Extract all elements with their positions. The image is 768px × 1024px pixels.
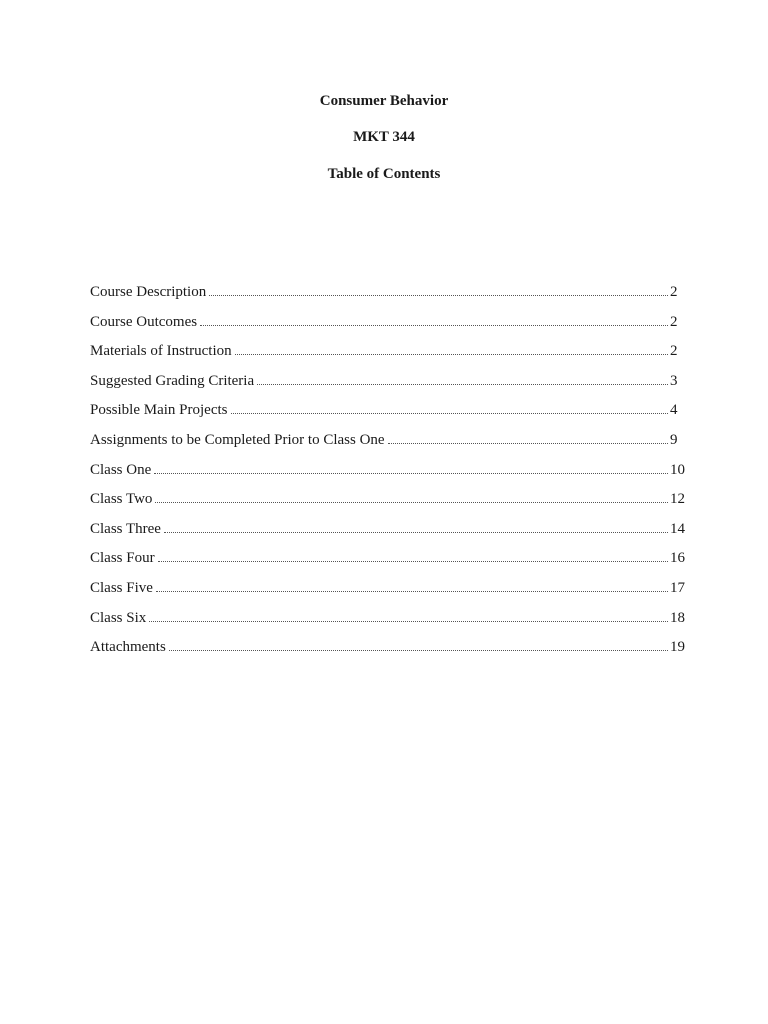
toc-entry (90, 282, 690, 312)
toc-entry-page: 14 (670, 520, 685, 537)
toc-entry-label: Possible Main Projects (90, 402, 228, 419)
toc-entry (90, 341, 690, 371)
toc-entry-label: Class One (90, 461, 152, 478)
toc-leader-dots (200, 324, 668, 326)
toc-leader-dots (154, 472, 668, 474)
toc-entry-page: 9 (670, 431, 678, 448)
toc-entry (90, 637, 690, 667)
toc-entry-page: 4 (670, 402, 678, 419)
toc-leader-dots (155, 501, 668, 503)
toc-entry (90, 519, 690, 549)
toc-entry-page: 10 (670, 461, 685, 478)
toc-entry (90, 548, 690, 578)
toc-entry (90, 371, 690, 401)
toc-entry-label: Class Four (90, 550, 155, 567)
course-code: MKT 344 (353, 129, 415, 145)
toc-entry-label: Class Five (90, 579, 153, 596)
toc-entry (90, 430, 690, 460)
toc-leader-dots (164, 531, 668, 533)
toc-entry (90, 460, 690, 490)
toc-entry (90, 489, 690, 519)
toc-entry-label: Attachments (90, 639, 166, 656)
toc-entry-page: 2 (670, 313, 678, 330)
toc-leader-dots (158, 560, 668, 562)
toc-leader-dots (231, 412, 669, 414)
toc-leader-dots (149, 620, 668, 622)
toc-entry-label: Course Outcomes (90, 313, 198, 330)
toc-leader-dots (209, 294, 668, 296)
toc-entry-page: 17 (670, 579, 685, 596)
toc-entry (90, 312, 690, 342)
toc-entry-page: 19 (670, 639, 685, 656)
toc-entry (90, 608, 690, 638)
toc-entry-page: 16 (670, 550, 685, 567)
toc-leader-dots (235, 353, 668, 355)
toc-leader-dots (156, 590, 668, 592)
toc-entry-label: Class Six (90, 609, 147, 626)
toc-entry-label: Class Three (90, 520, 161, 537)
toc-entry-page: 18 (670, 609, 685, 626)
toc-entry-page: 3 (670, 372, 678, 389)
toc-entry-page: 2 (670, 343, 678, 360)
toc-entry (90, 400, 690, 430)
toc-heading: Table of Contents (327, 166, 441, 182)
toc-entry-label: Class Two (90, 491, 153, 508)
toc-leader-dots (257, 383, 668, 385)
toc-entry (90, 578, 690, 608)
toc-entry-label: Assignments to be Completed Prior to Class One (90, 431, 385, 448)
toc-entry-label: Course Description (90, 284, 207, 300)
toc-leader-dots (388, 442, 668, 444)
toc-entry-label: Suggested Grading Criteria (90, 372, 255, 389)
document-title: Consumer Behavior (319, 93, 449, 109)
toc-entry-page: 12 (670, 491, 685, 508)
table-of-contents (90, 282, 690, 667)
toc-entry-page: 2 (670, 284, 678, 300)
toc-leader-dots (169, 649, 668, 651)
toc-entry-label: Materials of Instruction (90, 343, 232, 360)
